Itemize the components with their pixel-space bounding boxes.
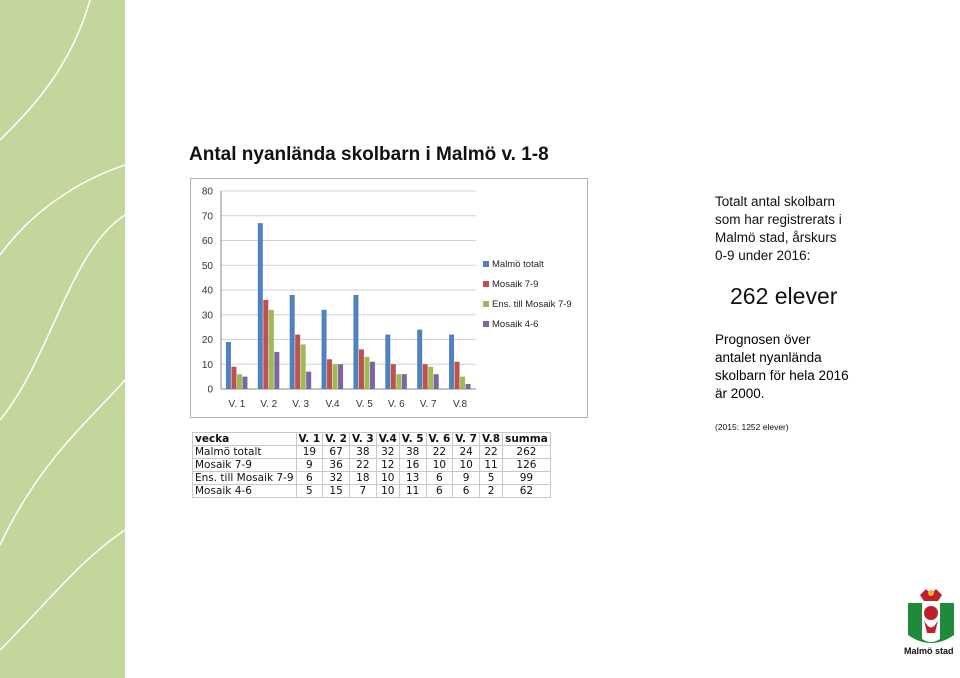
bar-chart bbox=[190, 178, 588, 418]
legend-label: Mosaik 7-9 bbox=[492, 279, 539, 290]
table-cell: 5 bbox=[480, 472, 503, 485]
table-cell: 11 bbox=[399, 485, 426, 498]
bar bbox=[263, 300, 268, 389]
bar bbox=[322, 310, 327, 389]
table-cell: 13 bbox=[399, 472, 426, 485]
legend-label: Malmö totalt bbox=[492, 259, 544, 270]
table-row bbox=[193, 459, 551, 472]
table-cell: 36 bbox=[323, 459, 350, 472]
x-tick-label: V. 3 bbox=[292, 399, 310, 410]
table-cell: 15 bbox=[323, 485, 350, 498]
table-row-label: Mosaik 4-6 bbox=[193, 485, 297, 498]
table-cell: 32 bbox=[376, 446, 399, 459]
table-row-label: Malmö totalt bbox=[193, 446, 297, 459]
table-cell: summa bbox=[503, 433, 551, 446]
sidebar-curves bbox=[0, 0, 125, 678]
table-cell: 22 bbox=[349, 459, 376, 472]
y-tick-label: 60 bbox=[201, 236, 213, 247]
bar bbox=[231, 367, 236, 389]
table-cell: 9 bbox=[296, 459, 323, 472]
x-tick-label: V.4 bbox=[325, 399, 340, 410]
y-tick-label: 10 bbox=[201, 359, 213, 371]
x-tick-label: V. 1 bbox=[228, 399, 246, 410]
table-row-label: Mosaik 7-9 bbox=[193, 459, 297, 472]
table-cell: 16 bbox=[399, 459, 426, 472]
table-cell: 12 bbox=[376, 459, 399, 472]
total-info-line: 0-9 under 2016: bbox=[715, 248, 811, 263]
bar bbox=[306, 372, 311, 389]
y-tick-label: 0 bbox=[207, 384, 213, 396]
bar bbox=[353, 295, 358, 389]
table-cell: 62 bbox=[503, 485, 551, 498]
total-info-line: Malmö stad, årskurs bbox=[715, 230, 837, 245]
table-row-label: Ens. till Mosaik 7-9 bbox=[193, 472, 297, 485]
y-tick-label: 50 bbox=[201, 260, 213, 272]
legend-label: Mosaik 4-6 bbox=[492, 319, 539, 330]
table-cell: 11 bbox=[480, 459, 503, 472]
total-info-line: Totalt antal skolbarn bbox=[715, 194, 836, 209]
x-tick-label: V. 5 bbox=[356, 399, 373, 410]
bar bbox=[301, 344, 306, 389]
bar bbox=[396, 374, 401, 389]
bar bbox=[226, 342, 231, 389]
y-tick-label: 80 bbox=[201, 186, 213, 198]
bar bbox=[391, 364, 396, 389]
legend-swatch bbox=[483, 261, 489, 267]
legend-swatch bbox=[483, 321, 489, 327]
forecast-info-line: skolbarn för hela 2016 bbox=[715, 368, 849, 383]
table-cell: V. 7 bbox=[453, 433, 480, 446]
bar bbox=[258, 223, 263, 389]
legend-swatch bbox=[483, 301, 489, 307]
bar bbox=[274, 352, 279, 389]
table-cell: 19 bbox=[296, 446, 323, 459]
table-cell: 5 bbox=[296, 485, 323, 498]
bar bbox=[370, 362, 375, 389]
total-info bbox=[715, 193, 842, 265]
table-cell: 126 bbox=[503, 459, 551, 472]
table-cell: 38 bbox=[349, 446, 376, 459]
total-info-line: som har registrerats i bbox=[715, 212, 842, 227]
legend-swatch bbox=[483, 281, 489, 287]
table-cell: V. 5 bbox=[399, 433, 426, 446]
chart-canvas bbox=[191, 179, 587, 417]
decorative-sidebar bbox=[0, 0, 125, 678]
table-cell: 10 bbox=[453, 459, 480, 472]
table-cell: 10 bbox=[376, 472, 399, 485]
bar bbox=[417, 330, 422, 389]
bar bbox=[460, 377, 465, 389]
y-tick-label: 40 bbox=[201, 285, 213, 297]
table-row bbox=[193, 446, 551, 459]
table-cell: 99 bbox=[503, 472, 551, 485]
table-cell: 24 bbox=[453, 446, 480, 459]
forecast-info-line: är 2000. bbox=[715, 386, 765, 401]
table-cell: V. 3 bbox=[349, 433, 376, 446]
forecast-info bbox=[715, 331, 849, 403]
table-cell: 67 bbox=[323, 446, 350, 459]
table-cell: V. 2 bbox=[323, 433, 350, 446]
table-cell: 6 bbox=[296, 472, 323, 485]
x-tick-label: V. 7 bbox=[419, 399, 437, 410]
table-cell: V. 1 bbox=[296, 433, 323, 446]
bar bbox=[364, 357, 369, 389]
table-cell: 18 bbox=[349, 472, 376, 485]
bar bbox=[269, 310, 274, 389]
table-cell: 10 bbox=[426, 459, 453, 472]
bar bbox=[333, 364, 338, 389]
table-cell: 6 bbox=[426, 472, 453, 485]
x-tick-label: V. 2 bbox=[260, 399, 278, 410]
table-cell: 32 bbox=[323, 472, 350, 485]
logo-label: Malmö stad bbox=[904, 646, 954, 656]
table-cell: 38 bbox=[399, 446, 426, 459]
bar bbox=[295, 335, 300, 389]
bar bbox=[385, 335, 390, 389]
table-cell: 7 bbox=[349, 485, 376, 498]
bar bbox=[466, 384, 471, 389]
bar bbox=[237, 374, 242, 389]
bar bbox=[359, 349, 364, 389]
table-cell: 22 bbox=[480, 446, 503, 459]
page-title: Antal nyanlända skolbarn i Malmö v. 1-8 bbox=[189, 144, 549, 165]
table-cell: 6 bbox=[426, 485, 453, 498]
forecast-info-line: antalet nyanlända bbox=[715, 350, 822, 365]
total-count: 262 elever bbox=[730, 283, 838, 309]
table-cell: 9 bbox=[453, 472, 480, 485]
table-cell: 262 bbox=[503, 446, 551, 459]
x-tick-label: V. 6 bbox=[387, 399, 405, 410]
legend-label: Ens. till Mosaik 7-9 bbox=[492, 299, 572, 310]
previous-year-note: (2015: 1252 elever) bbox=[715, 422, 789, 432]
table-row-label: vecka bbox=[193, 433, 297, 446]
table-cell: 2 bbox=[480, 485, 503, 498]
bar bbox=[402, 374, 407, 389]
bar bbox=[327, 359, 332, 389]
bar bbox=[290, 295, 295, 389]
table-cell: 22 bbox=[426, 446, 453, 459]
bar bbox=[449, 335, 454, 389]
y-tick-label: 20 bbox=[201, 335, 213, 346]
table-row bbox=[193, 472, 551, 485]
table-header-row bbox=[193, 433, 551, 446]
table-cell: 6 bbox=[453, 485, 480, 498]
table-cell: V. 6 bbox=[426, 433, 453, 446]
forecast-info-line: Prognosen över bbox=[715, 332, 811, 347]
bar bbox=[434, 374, 439, 389]
bar bbox=[242, 377, 247, 389]
bar bbox=[423, 364, 428, 389]
bar bbox=[455, 362, 460, 389]
bar bbox=[428, 367, 433, 389]
y-tick-label: 30 bbox=[201, 310, 213, 322]
table-cell: V.8 bbox=[480, 433, 503, 446]
bar bbox=[338, 364, 343, 389]
table-cell: 10 bbox=[376, 485, 399, 498]
x-tick-label: V.8 bbox=[453, 399, 468, 410]
table-row bbox=[193, 485, 551, 498]
y-tick-label: 70 bbox=[201, 211, 213, 223]
table-cell: V.4 bbox=[376, 433, 399, 446]
data-table bbox=[192, 432, 551, 498]
